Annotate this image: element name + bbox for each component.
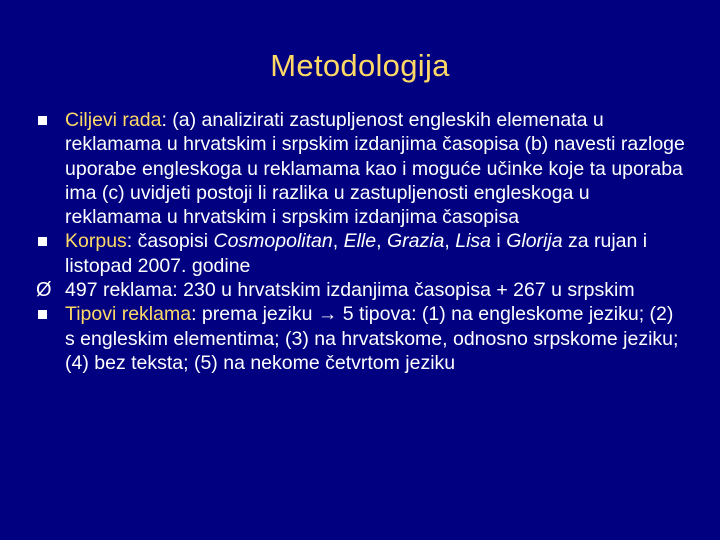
bullet-text: : časopisi — [126, 230, 214, 253]
separator: , — [332, 230, 344, 253]
magazine-name: Elle — [343, 230, 377, 253]
bullet-korpus — [36, 229, 686, 278]
separator: , — [376, 230, 387, 253]
bullet-tipovi-reklama — [36, 302, 686, 375]
bullet-key-term: Korpus — [65, 230, 127, 253]
bullet-text: : prema jeziku → 5 tipova: (1) na engleskome jeziku; (2) s engleskim elementima; (3) na hrvatskome, odnosno srpskome jeziku; (4) bez teksta; (5) na nekome četvrtom jeziku — [65, 303, 679, 374]
square-bullet-icon — [36, 229, 56, 253]
bullet-key-term: Tipovi reklama — [65, 303, 192, 326]
magazine-name: Grazia — [386, 230, 445, 253]
magazine-name: Cosmopolitan — [213, 230, 333, 253]
magazine-name: Glorija — [506, 230, 563, 253]
magazine-name: Lisa — [455, 230, 492, 253]
separator: , — [444, 230, 456, 253]
bullet-key-term: Ciljevi rada — [65, 109, 162, 131]
bullet-reklame-count — [36, 278, 686, 302]
separator: i — [491, 230, 507, 253]
slide-title: Metodologija — [270, 48, 450, 83]
square-bullet-icon — [36, 302, 56, 326]
bullet-text: za rujan i listopad 2007. godine — [65, 230, 648, 277]
square-bullet-icon — [36, 108, 56, 132]
bullet-ciljevi-rada — [36, 108, 686, 229]
bullet-text: 497 reklama: 230 u hrvatskim izdanjima časopisa + 267 u srpskim — [65, 279, 635, 302]
bullet-list — [36, 108, 686, 375]
bullet-text: : (a) analizirati zastupljenost engleskih elemenata u reklamama u hrvatskim i srpskim izdanjima časopisa (b) navesti razloge uporabe engleskoga u reklamama kao i moguće učinke koje ta uporaba ima (c) uvidjeti postoji li razlika u zastupljenosti engleskoga u reklamama u hrvatskim i srpskim izdanjima časopisa — [65, 109, 685, 229]
arrow-bullet-icon: Ø — [36, 279, 52, 302]
